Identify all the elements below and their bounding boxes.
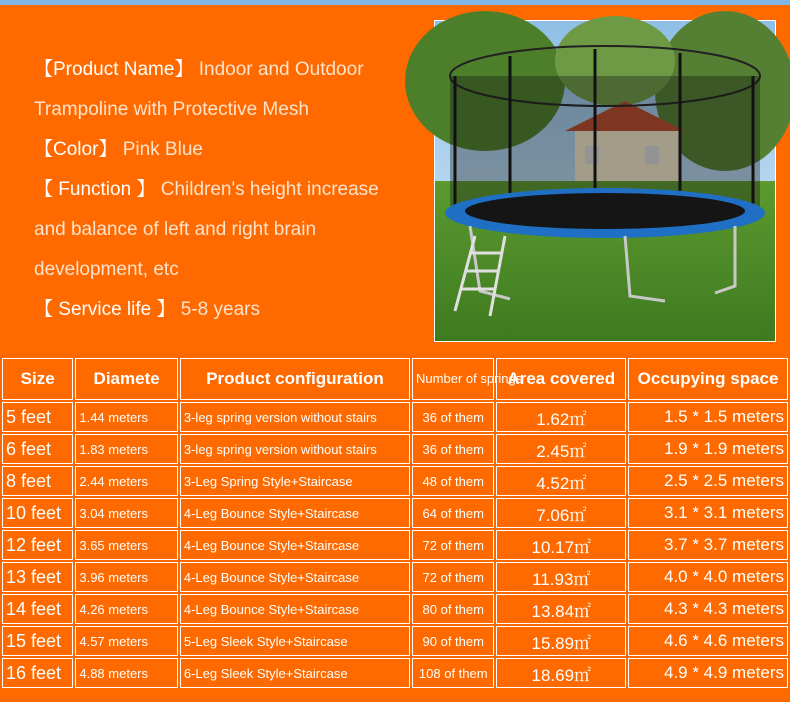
- color-key: 【Color】: [34, 139, 118, 160]
- cell-area: 2.45㎡: [496, 434, 626, 464]
- cell-diameter: 1.44 meters: [75, 402, 178, 432]
- cell-configuration: 4-Leg Bounce Style+Staircase: [180, 594, 410, 624]
- cell-size: 6 feet: [2, 434, 73, 464]
- cell-area: 15.89㎡: [496, 626, 626, 656]
- cell-springs: 80 of them: [412, 594, 494, 624]
- cell-area: 1.62㎡: [496, 402, 626, 432]
- cell-size: 13 feet: [2, 562, 73, 592]
- trampoline-photo: [434, 20, 776, 342]
- cell-diameter: 4.88 meters: [75, 658, 178, 688]
- cell-springs: 64 of them: [412, 498, 494, 528]
- cell-space: 3.7 * 3.7 meters: [628, 530, 788, 560]
- cell-area: 10.17㎡: [496, 530, 626, 560]
- cell-area: 11.93㎡: [496, 562, 626, 592]
- function-value-2: and balance of left and right brain: [34, 219, 317, 240]
- product-info: [34, 50, 424, 330]
- table-row: [2, 466, 788, 496]
- cell-space: 4.3 * 4.3 meters: [628, 594, 788, 624]
- cell-size: 14 feet: [2, 594, 73, 624]
- function-key: 【 Function 】: [34, 179, 156, 200]
- cell-area: 4.52㎡: [496, 466, 626, 496]
- cell-configuration: 4-Leg Bounce Style+Staircase: [180, 562, 410, 592]
- cell-space: 1.9 * 1.9 meters: [628, 434, 788, 464]
- cell-springs: 36 of them: [412, 402, 494, 432]
- function-line-2: [34, 210, 424, 250]
- header-configuration: Product configuration: [180, 358, 410, 400]
- table-row: [2, 530, 788, 560]
- cell-configuration: 6-Leg Sleek Style+Staircase: [180, 658, 410, 688]
- cell-configuration: 3-Leg Spring Style+Staircase: [180, 466, 410, 496]
- product-name-key: 【Product Name】: [34, 59, 194, 80]
- cell-area: 18.69㎡: [496, 658, 626, 688]
- table-header-row: [2, 358, 788, 400]
- cell-springs: 108 of them: [412, 658, 494, 688]
- header-area: Area covered: [496, 358, 626, 400]
- cell-springs: 48 of them: [412, 466, 494, 496]
- cell-springs: 72 of them: [412, 530, 494, 560]
- cell-diameter: 4.26 meters: [75, 594, 178, 624]
- cell-springs: 72 of them: [412, 562, 494, 592]
- cell-diameter: 2.44 meters: [75, 466, 178, 496]
- service-life-line: [34, 290, 424, 330]
- table-row: [2, 626, 788, 656]
- cell-size: 16 feet: [2, 658, 73, 688]
- cell-configuration: 4-Leg Bounce Style+Staircase: [180, 530, 410, 560]
- color-line: [34, 130, 424, 170]
- table-row: [2, 658, 788, 688]
- cell-area: 7.06㎡: [496, 498, 626, 528]
- table-row: [2, 434, 788, 464]
- product-name-value-2: Trampoline with Protective Mesh: [34, 99, 309, 120]
- cell-configuration: 5-Leg Sleek Style+Staircase: [180, 626, 410, 656]
- cell-configuration: 3-leg spring version without stairs: [180, 434, 410, 464]
- cell-space: 1.5 * 1.5 meters: [628, 402, 788, 432]
- function-line: [34, 170, 424, 210]
- product-name-line-2: [34, 90, 424, 130]
- cell-diameter: 3.65 meters: [75, 530, 178, 560]
- cell-space: 4.9 * 4.9 meters: [628, 658, 788, 688]
- cell-springs: 36 of them: [412, 434, 494, 464]
- cell-space: 2.5 * 2.5 meters: [628, 466, 788, 496]
- header-springs: Number of springs: [412, 358, 494, 400]
- cell-springs: 90 of them: [412, 626, 494, 656]
- header-size: Size: [2, 358, 73, 400]
- table-row: [2, 594, 788, 624]
- product-name-value: Indoor and Outdoor: [198, 59, 364, 80]
- color-value: Pink Blue: [122, 139, 203, 160]
- cell-diameter: 3.96 meters: [75, 562, 178, 592]
- function-value: Children's height increase: [160, 179, 379, 200]
- service-life-key: 【 Service life 】: [34, 299, 176, 320]
- cell-configuration: 3-leg spring version without stairs: [180, 402, 410, 432]
- cell-space: 3.1 * 3.1 meters: [628, 498, 788, 528]
- cell-size: 5 feet: [2, 402, 73, 432]
- header-diameter: Diamete: [75, 358, 178, 400]
- cell-size: 12 feet: [2, 530, 73, 560]
- cell-diameter: 3.04 meters: [75, 498, 178, 528]
- function-value-3: development, etc: [34, 259, 179, 280]
- function-line-3: [34, 250, 424, 290]
- service-life-value: 5-8 years: [180, 299, 260, 320]
- header-space: Occupying space: [628, 358, 788, 400]
- table-row: [2, 402, 788, 432]
- cell-space: 4.0 * 4.0 meters: [628, 562, 788, 592]
- cell-size: 10 feet: [2, 498, 73, 528]
- cell-diameter: 4.57 meters: [75, 626, 178, 656]
- table-row: [2, 562, 788, 592]
- cell-size: 8 feet: [2, 466, 73, 496]
- cell-area: 13.84㎡: [496, 594, 626, 624]
- top-accent-line: [0, 0, 790, 5]
- table-row: [2, 498, 788, 528]
- product-name-line: [34, 50, 424, 90]
- spec-table: [0, 356, 790, 690]
- cell-diameter: 1.83 meters: [75, 434, 178, 464]
- cell-configuration: 4-Leg Bounce Style+Staircase: [180, 498, 410, 528]
- cell-space: 4.6 * 4.6 meters: [628, 626, 788, 656]
- cell-size: 15 feet: [2, 626, 73, 656]
